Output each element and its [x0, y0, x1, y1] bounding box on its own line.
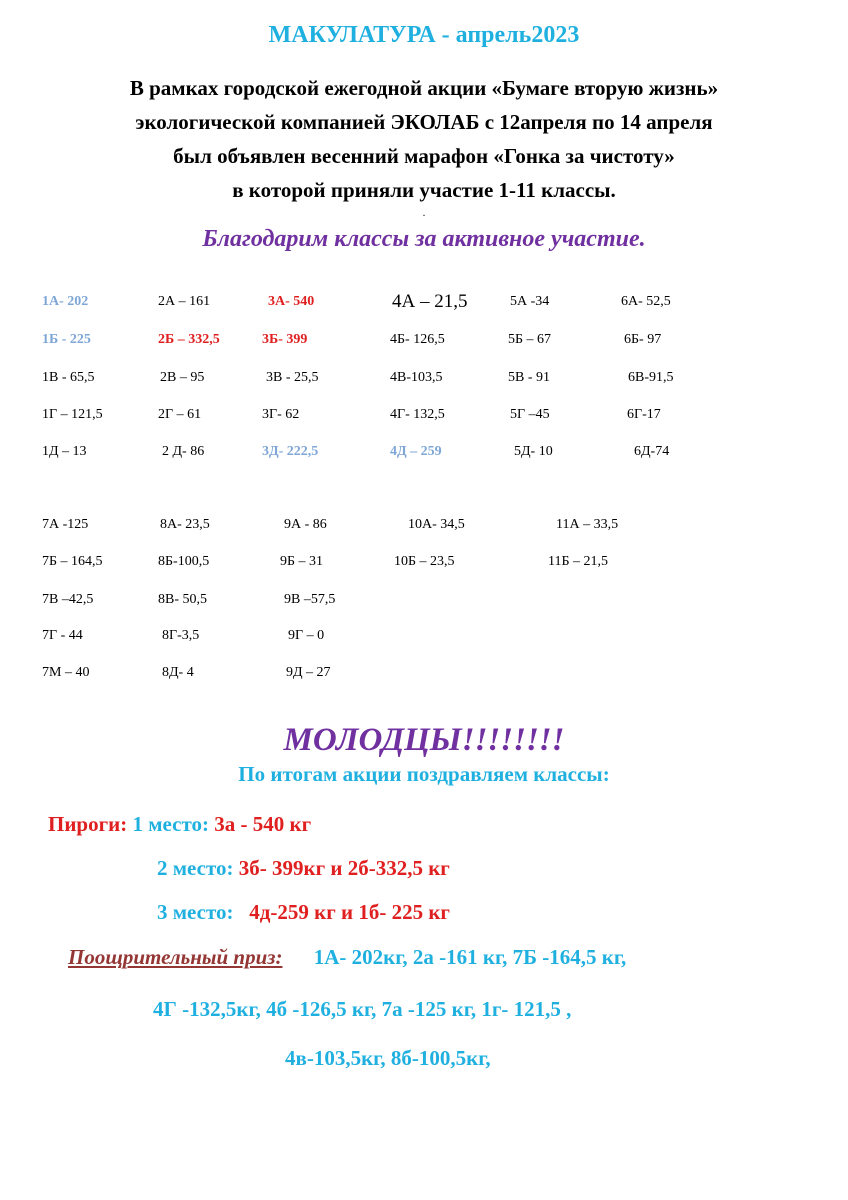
result-8v: 8В- 50,5	[158, 592, 207, 607]
encouragement-prize-label: Поощрительный приз:	[68, 945, 283, 969]
intro-line-2: экологической компанией ЭКОЛАБ с 12апреля по 14 апреля	[135, 110, 713, 134]
result-9g: 9Г – 0	[288, 628, 325, 643]
result-7a: 7А -125	[42, 517, 89, 532]
first-place-value: 3а - 540 кг	[214, 812, 312, 836]
intro-line-1: В рамках городской ежегодной акции «Бумаге вторую жизнь»	[129, 76, 719, 100]
result-2a: 2А – 161	[158, 294, 211, 309]
result-5a: 5А -34	[510, 294, 550, 309]
result-5b: 5Б – 67	[508, 332, 552, 347]
result-1d: 1Д – 13	[42, 444, 87, 459]
encouragement-prize-line-3: 4в-103,5кг, 8б-100,5кг,	[285, 1046, 491, 1070]
result-11a: 11А – 33,5	[556, 517, 619, 532]
result-7g: 7Г - 44	[42, 628, 83, 643]
second-place-label: 2 место:	[157, 856, 234, 880]
result-6d: 6Д-74	[634, 444, 670, 459]
result-9v: 9В –57,5	[284, 592, 336, 607]
congrats-heading: По итогам акции поздравляем классы:	[238, 762, 610, 786]
second-place-value: 3б- 399кг и 2б-332,5 кг	[238, 856, 450, 880]
result-6g: 6Г-17	[627, 407, 661, 422]
page-title: МАКУЛАТУРА - апрель2023	[268, 22, 580, 48]
result-8d: 8Д- 4	[162, 665, 194, 680]
result-3a: 3А- 540	[268, 294, 315, 309]
result-2b: 2Б – 332,5	[158, 332, 220, 347]
result-10b: 10Б – 23,5	[394, 554, 455, 569]
third-place-value: 4д-259 кг и 1б- 225 кг	[249, 900, 450, 924]
result-3b: 3Б- 399	[262, 332, 308, 347]
result-3d: 3Д- 222,5	[262, 444, 319, 459]
result-7m: 7М – 40	[42, 665, 90, 680]
result-3v: 3В - 25,5	[266, 370, 319, 385]
award-category: Пироги:	[48, 812, 128, 836]
result-2g: 2Г – 61	[158, 407, 202, 422]
encouragement-prize-line-1: 1А- 202кг, 2а -161 кг, 7Б -164,5 кг,	[313, 945, 627, 969]
result-7b: 7Б – 164,5	[42, 554, 103, 569]
result-9a: 9А - 86	[284, 517, 327, 532]
result-5d: 5Д- 10	[514, 444, 553, 459]
third-place-label: 3 место:	[157, 900, 234, 924]
result-10a: 10А- 34,5	[408, 517, 465, 532]
result-1g: 1Г – 121,5	[42, 407, 103, 422]
result-6a: 6А- 52,5	[621, 294, 671, 309]
award-third-place	[157, 900, 450, 925]
award-encouragement	[68, 945, 626, 970]
award-first-place	[48, 812, 311, 837]
result-6v: 6В-91,5	[628, 370, 674, 385]
result-7v: 7В –42,5	[42, 592, 94, 607]
result-9d: 9Д – 27	[286, 665, 331, 680]
result-4b: 4Б- 126,5	[390, 332, 445, 347]
result-8g: 8Г-3,5	[162, 628, 200, 643]
result-8a: 8А- 23,5	[160, 517, 210, 532]
result-5g: 5Г –45	[510, 407, 550, 422]
result-11b: 11Б – 21,5	[548, 554, 609, 569]
result-4d: 4Д – 259	[390, 444, 442, 459]
result-1b: 1Б - 225	[42, 332, 91, 347]
thanks-heading: Благодарим классы за активное участие.	[202, 226, 646, 252]
result-9b: 9Б – 31	[280, 554, 324, 569]
result-1v: 1В - 65,5	[42, 370, 95, 385]
intro-line-4: в которой приняли участие 1-11 классы.	[232, 178, 616, 202]
result-4a: 4А – 21,5	[392, 291, 468, 312]
molodcy-heading: МОЛОДЦЫ!!!!!!!!	[283, 722, 565, 758]
result-3g: 3Г- 62	[262, 407, 300, 422]
award-second-place	[157, 856, 450, 881]
result-1a: 1А- 202	[42, 294, 89, 309]
result-2v: 2В – 95	[160, 370, 205, 385]
result-8b: 8Б-100,5	[158, 554, 210, 569]
encouragement-prize-line-2: 4Г -132,5кг, 4б -126,5 кг, 7а -125 кг, 1г- 121,5 ,	[153, 997, 572, 1021]
result-5v: 5В - 91	[508, 370, 550, 385]
result-4v: 4В-103,5	[390, 370, 443, 385]
first-place-label: 1 место:	[132, 812, 209, 836]
result-4g: 4Г- 132,5	[390, 407, 445, 422]
result-6b: 6Б- 97	[624, 332, 662, 347]
separator-dot: .	[422, 208, 426, 219]
intro-line-3: был объявлен весенний марафон «Гонка за чистоту»	[173, 144, 675, 168]
result-2d: 2 Д- 86	[162, 444, 205, 459]
